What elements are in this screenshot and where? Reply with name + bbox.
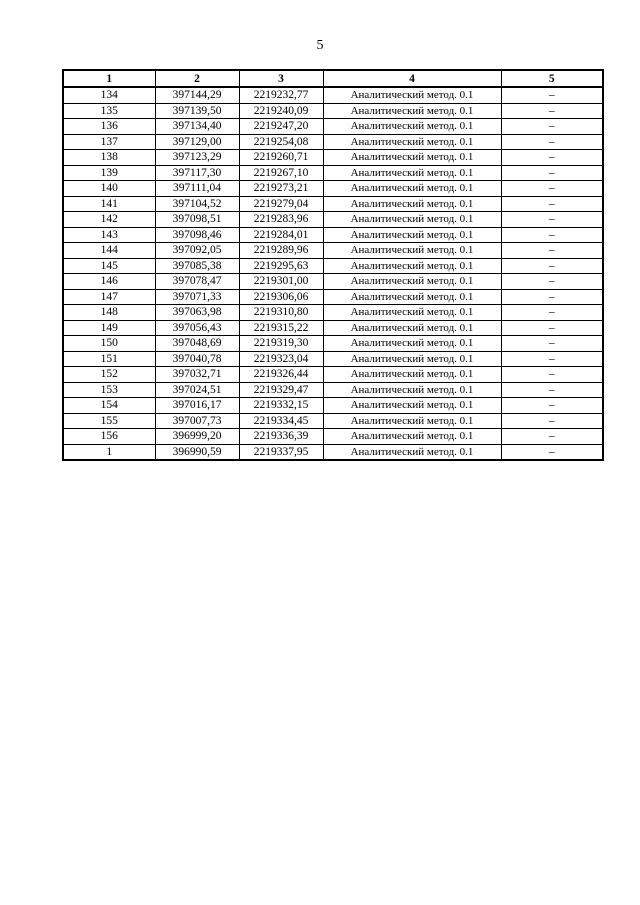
note-cell: – [501,398,603,414]
table-row [63,227,603,243]
table-row [63,243,603,259]
method-cell: Аналитический метод. 0.1 [323,258,501,274]
y-coordinate-cell: 2219254,08 [239,134,323,150]
x-coordinate-cell: 397085,38 [155,258,239,274]
y-coordinate-cell: 2219334,45 [239,413,323,429]
note-cell: – [501,444,603,460]
method-cell: Аналитический метод. 0.1 [323,289,501,305]
table-row [63,367,603,383]
header-cell-1: 1 [63,70,155,87]
note-cell: – [501,150,603,166]
table-header [63,70,603,87]
note-cell: – [501,320,603,336]
point-number-cell: 139 [63,165,155,181]
table-row [63,336,603,352]
note-cell: – [501,103,603,119]
x-coordinate-cell: 397092,05 [155,243,239,259]
method-cell: Аналитический метод. 0.1 [323,320,501,336]
note-cell: – [501,429,603,445]
note-cell: – [501,196,603,212]
note-cell: – [501,258,603,274]
y-coordinate-cell: 2219336,39 [239,429,323,445]
method-cell: Аналитический метод. 0.1 [323,87,501,103]
note-cell: – [501,367,603,383]
header-row [63,70,603,87]
point-number-cell: 1 [63,444,155,460]
note-cell: – [501,305,603,321]
y-coordinate-cell: 2219326,44 [239,367,323,383]
method-cell: Аналитический метод. 0.1 [323,119,501,135]
x-coordinate-cell: 397007,73 [155,413,239,429]
note-cell: – [501,351,603,367]
point-number-cell: 134 [63,87,155,103]
note-cell: – [501,243,603,259]
y-coordinate-cell: 2219267,10 [239,165,323,181]
method-cell: Аналитический метод. 0.1 [323,103,501,119]
note-cell: – [501,165,603,181]
note-cell: – [501,274,603,290]
page-number: 5 [316,38,324,53]
y-coordinate-cell: 2219315,22 [239,320,323,336]
header-cell-5: 5 [501,70,603,87]
point-number-cell: 145 [63,258,155,274]
x-coordinate-cell: 397098,46 [155,227,239,243]
header-cell-3: 3 [239,70,323,87]
table-row [63,320,603,336]
table-row [63,444,603,460]
point-number-cell: 146 [63,274,155,290]
point-number-cell: 154 [63,398,155,414]
method-cell: Аналитический метод. 0.1 [323,367,501,383]
x-coordinate-cell: 397129,00 [155,134,239,150]
y-coordinate-cell: 2219289,96 [239,243,323,259]
point-number-cell: 136 [63,119,155,135]
point-number-cell: 135 [63,103,155,119]
point-number-cell: 153 [63,382,155,398]
point-number-cell: 156 [63,429,155,445]
table-row [63,305,603,321]
y-coordinate-cell: 2219337,95 [239,444,323,460]
coordinates-table [62,69,604,461]
method-cell: Аналитический метод. 0.1 [323,382,501,398]
table-row [63,119,603,135]
header-cell-2: 2 [155,70,239,87]
method-cell: Аналитический метод. 0.1 [323,212,501,228]
table-row [63,196,603,212]
y-coordinate-cell: 2219323,04 [239,351,323,367]
y-coordinate-cell: 2219273,21 [239,181,323,197]
point-number-cell: 147 [63,289,155,305]
method-cell: Аналитический метод. 0.1 [323,398,501,414]
method-cell: Аналитический метод. 0.1 [323,134,501,150]
point-number-cell: 137 [63,134,155,150]
method-cell: Аналитический метод. 0.1 [323,150,501,166]
method-cell: Аналитический метод. 0.1 [323,351,501,367]
x-coordinate-cell: 396990,59 [155,444,239,460]
table-row [63,258,603,274]
point-number-cell: 143 [63,227,155,243]
note-cell: – [501,181,603,197]
y-coordinate-cell: 2219332,15 [239,398,323,414]
y-coordinate-cell: 2219284,01 [239,227,323,243]
table-row [63,103,603,119]
note-cell: – [501,382,603,398]
x-coordinate-cell: 397048,69 [155,336,239,352]
note-cell: – [501,289,603,305]
note-cell: – [501,227,603,243]
method-cell: Аналитический метод. 0.1 [323,274,501,290]
method-cell: Аналитический метод. 0.1 [323,444,501,460]
note-cell: – [501,336,603,352]
x-coordinate-cell: 397139,50 [155,103,239,119]
method-cell: Аналитический метод. 0.1 [323,336,501,352]
method-cell: Аналитический метод. 0.1 [323,227,501,243]
table-row [63,289,603,305]
point-number-cell: 142 [63,212,155,228]
x-coordinate-cell: 397111,04 [155,181,239,197]
table-row [63,150,603,166]
method-cell: Аналитический метод. 0.1 [323,429,501,445]
note-cell: – [501,413,603,429]
y-coordinate-cell: 2219283,96 [239,212,323,228]
table-row [63,134,603,150]
table-row [63,165,603,181]
point-number-cell: 140 [63,181,155,197]
y-coordinate-cell: 2219240,09 [239,103,323,119]
point-number-cell: 138 [63,150,155,166]
table-row [63,87,603,103]
table-row [63,382,603,398]
x-coordinate-cell: 397134,40 [155,119,239,135]
x-coordinate-cell: 397063,98 [155,305,239,321]
x-coordinate-cell: 397078,47 [155,274,239,290]
y-coordinate-cell: 2219329,47 [239,382,323,398]
table-row [63,274,603,290]
table-body [63,87,603,460]
header-cell-4: 4 [323,70,501,87]
y-coordinate-cell: 2219279,04 [239,196,323,212]
method-cell: Аналитический метод. 0.1 [323,181,501,197]
x-coordinate-cell: 397032,71 [155,367,239,383]
point-number-cell: 141 [63,196,155,212]
table-row [63,181,603,197]
table-row [63,398,603,414]
table-row [63,212,603,228]
table-row [63,413,603,429]
method-cell: Аналитический метод. 0.1 [323,243,501,259]
method-cell: Аналитический метод. 0.1 [323,305,501,321]
x-coordinate-cell: 397016,17 [155,398,239,414]
y-coordinate-cell: 2219232,77 [239,87,323,103]
point-number-cell: 151 [63,351,155,367]
note-cell: – [501,134,603,150]
x-coordinate-cell: 397071,33 [155,289,239,305]
x-coordinate-cell: 397056,43 [155,320,239,336]
y-coordinate-cell: 2219310,80 [239,305,323,321]
y-coordinate-cell: 2219295,63 [239,258,323,274]
x-coordinate-cell: 397104,52 [155,196,239,212]
note-cell: – [501,87,603,103]
y-coordinate-cell: 2219306,06 [239,289,323,305]
point-number-cell: 149 [63,320,155,336]
table-row [63,429,603,445]
y-coordinate-cell: 2219301,00 [239,274,323,290]
y-coordinate-cell: 2219247,20 [239,119,323,135]
x-coordinate-cell: 396999,20 [155,429,239,445]
point-number-cell: 144 [63,243,155,259]
point-number-cell: 152 [63,367,155,383]
x-coordinate-cell: 397123,29 [155,150,239,166]
point-number-cell: 148 [63,305,155,321]
x-coordinate-cell: 397040,78 [155,351,239,367]
x-coordinate-cell: 397144,29 [155,87,239,103]
method-cell: Аналитический метод. 0.1 [323,196,501,212]
x-coordinate-cell: 397117,30 [155,165,239,181]
method-cell: Аналитический метод. 0.1 [323,165,501,181]
method-cell: Аналитический метод. 0.1 [323,413,501,429]
point-number-cell: 155 [63,413,155,429]
x-coordinate-cell: 397098,51 [155,212,239,228]
table-row [63,351,603,367]
y-coordinate-cell: 2219260,71 [239,150,323,166]
point-number-cell: 150 [63,336,155,352]
x-coordinate-cell: 397024,51 [155,382,239,398]
y-coordinate-cell: 2219319,30 [239,336,323,352]
note-cell: – [501,212,603,228]
note-cell: – [501,119,603,135]
